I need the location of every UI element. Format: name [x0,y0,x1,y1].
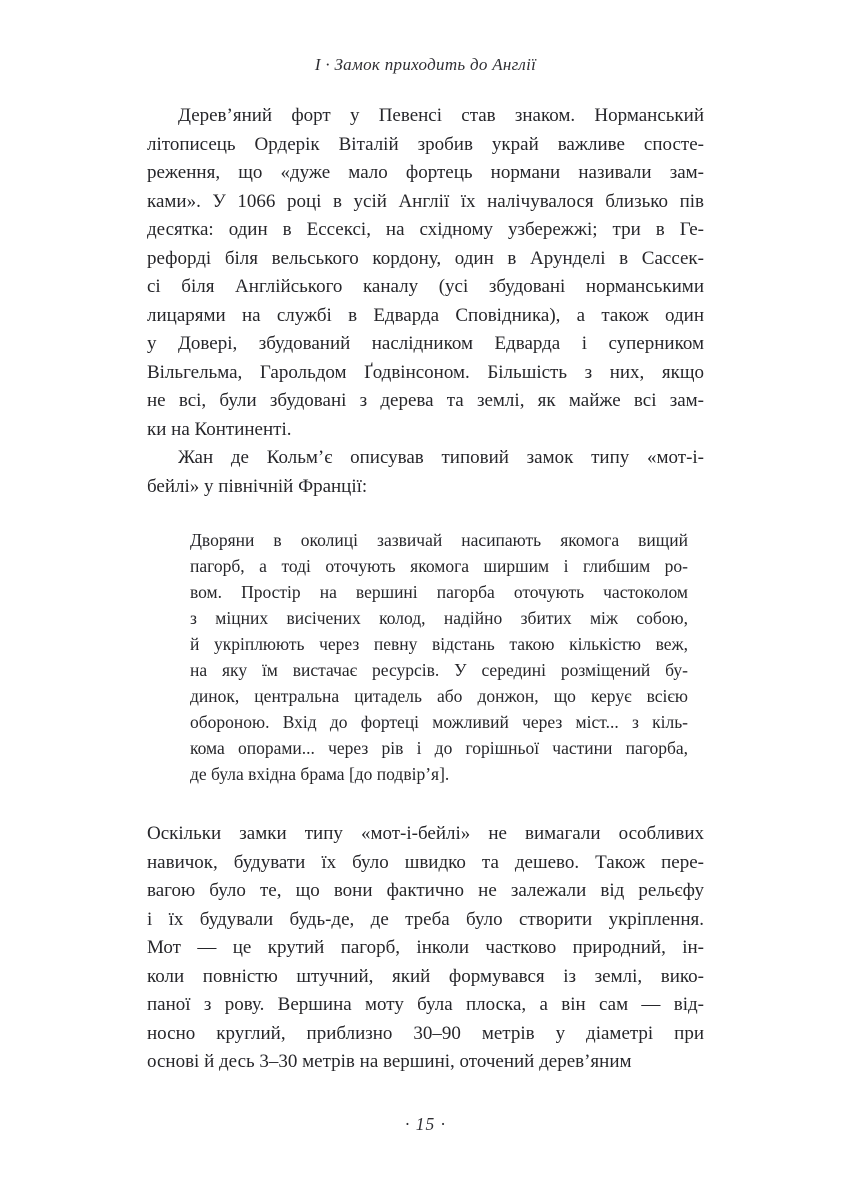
text-line: реження, що «дуже мало фортець нормани називали зам- [147,162,704,183]
text-line: у Довері, збудований наслідником Едварда і суперником [147,333,704,354]
text-line: динок, центральна цитадель або донжон, що керує всією [190,686,688,706]
text-line: Мот — це крутий пагорб, інколи частково природний, ін- [147,937,704,958]
text-line: літописець Ордерік Віталій зробив украй важливе спосте- [147,133,704,155]
paragraph [147,444,704,501]
page-number: · 15 · [405,1114,446,1134]
text-line: з міцних висічених колод, надійно збитих між собою, [190,608,688,628]
text-line: Дерев’яний форт у Певенсі став знаком. Норманський [178,105,704,126]
text-line: вом. Простір на вершині пагорба оточують частоколом [190,582,688,602]
text-line: бейлі» у північній Франції: [147,475,368,497]
text-line: коли повністю штучний, який формувався із землі, вико- [147,965,704,987]
text-line: ки на Континенті. [147,418,292,440]
running-header: І · Замок приходить до Англії [314,55,537,74]
paragraph [147,820,704,1077]
text-line: навичок, будувати їх було швидко та дешево. Також пере- [147,851,704,873]
text-line: ками». У 1066 році в усій Англії їх налічувалося близько пів [147,190,704,212]
page-content [147,102,704,1077]
text-line: пагорб, а тоді оточують якомога ширшим і глибшим ро- [190,556,688,576]
paragraph [147,102,704,444]
text-line: рефорді біля вельського кордону, один в Арунделі в Сассек- [147,247,704,269]
text-line: і їх будували будь-де, де треба було створити укріплення. [147,908,704,930]
text-line: сі біля Англійського каналу (усі збудовані норманськими [147,276,704,297]
text-line: й укріплюють через певну відстань такою кількістю веж, [190,634,688,654]
text-line: вагою було те, що вони фактично не залежали від рельєфу [147,880,704,901]
text-line: де була вхідна брама [до подвір’я]. [190,764,450,784]
text-line: носно круглий, приблизно 30–90 метрів у діаметрі при [147,1022,704,1044]
text-line: Оскільки замки типу «мот-і-бейлі» не вимагали особливих [147,823,704,844]
text-line: Вільгельма, Гарольдом Ґодвінсоном. Більшість з них, якщо [147,361,704,383]
text-line: Жан де Кольм’є описував типовий замок типу «мот-і- [178,447,704,468]
text-line: основі й десь 3–30 метрів на вершині, оточений дерев’яним [147,1051,632,1072]
text-line: обороною. Вхід до фортеці можливий через міст... з кіль- [190,712,688,732]
text-line: не всі, були збудовані з дерева та землі, як майже всі зам- [147,390,704,411]
block-quote [147,527,704,787]
text-line: Дворяни в околиці зазвичай насипають якомога вищий [190,530,688,550]
text-line: кома опорами... через рів і до горішньої частини пагорба, [190,738,688,758]
text-line: на яку їм вистачає ресурсів. У середині розміщений бу- [190,660,688,680]
text-line: лицарями на службі в Едварда Сповідника), а також один [147,304,704,326]
text-line: десятка: один в Ессексі, на східному узбережжі; три в Ге- [147,219,704,240]
text-line: паної з рову. Вершина моту була плоска, а він сам — від- [147,994,704,1015]
